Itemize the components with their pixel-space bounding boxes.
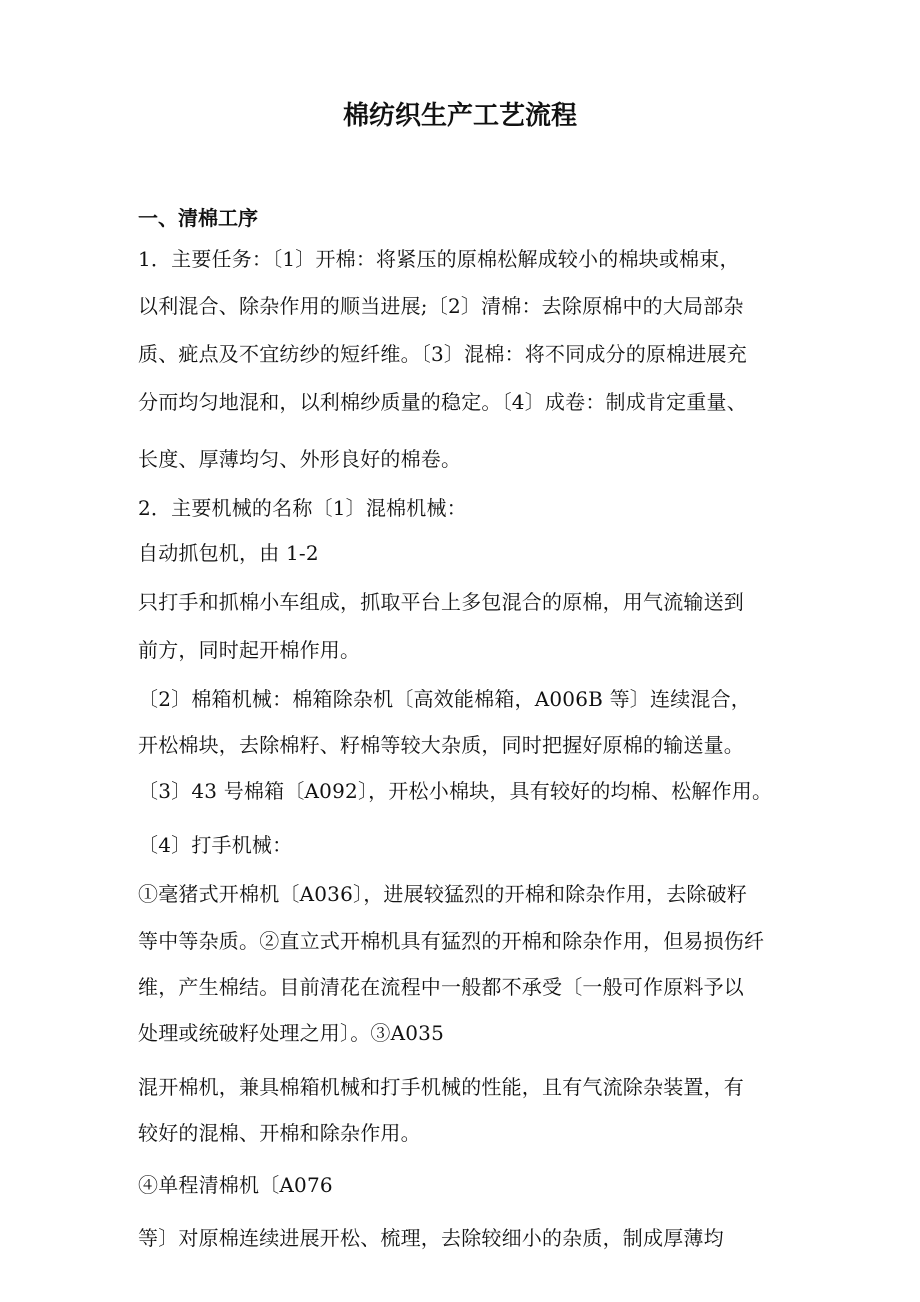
section-heading: 一、清棉工序	[138, 206, 258, 230]
paragraph-line: 较好的混棉、开棉和除杂作用。	[138, 1121, 421, 1145]
paragraph-line: 等〕对原棉连续进展开松、梳理，去除较细小的杂质，制成厚薄均	[138, 1226, 724, 1250]
paragraph-line: 〔3〕43 号棉箱〔A092〕，开松小棉块，具有较好的均棉、松解作用。	[138, 779, 773, 803]
paragraph-line: ④单程清棉机〔A076	[138, 1173, 333, 1197]
paragraph-line: 〔4〕打手机械：	[138, 833, 293, 857]
document-title: 棉纺织生产工艺流程	[342, 101, 577, 131]
paragraph-line: ①毫猪式开棉机〔A036〕，进展较猛烈的开棉和除杂作用，去除破籽	[138, 882, 748, 906]
paragraph-line: 以利混合、除杂作用的顺当进展;〔2〕清棉：去除原棉中的大局部杂	[138, 294, 744, 318]
paragraph-line: 自动抓包机，由 1-2	[138, 541, 319, 565]
paragraph-line: 2．主要机械的名称〔1〕混棉机械：	[138, 496, 467, 520]
paragraph-line: 长度、厚薄均匀、外形良好的棉卷。	[138, 447, 462, 471]
paragraph-line: 维，产生棉结。目前清花在流程中一般都不承受〔一般可作原料予以	[138, 975, 744, 999]
paragraph-line: 1．主要任务：〔1〕开棉：将紧压的原棉松解成较小的棉块或棉束，	[138, 247, 740, 271]
paragraph-line: 质、疵点及不宜纺纱的短纤维。〔3〕混棉：将不同成分的原棉进展充	[138, 342, 747, 366]
paragraph-line: 混开棉机，兼具棉箱机械和打手机械的性能，且有气流除杂装置，有	[138, 1075, 744, 1099]
paragraph-line: 分而均匀地混和，以利棉纱质量的稳定。〔4〕成卷：制成肯定重量、	[138, 390, 747, 414]
paragraph-line: 开松棉块，去除棉籽、籽棉等较大杂质，同时把握好原棉的输送量。	[138, 733, 744, 757]
paragraph-line: 〔2〕棉箱机械：棉箱除杂机〔高效能棉箱，A006B 等〕连续混合，	[138, 687, 751, 711]
paragraph-line: 只打手和抓棉小车组成，抓取平台上多包混合的原棉，用气流输送到	[138, 590, 744, 614]
paragraph-line: 前方，同时起开棉作用。	[138, 638, 361, 662]
paragraph-line: 处理或统破籽处理之用〕。③A035	[138, 1021, 445, 1045]
paragraph-line: 等中等杂质。②直立式开棉机具有猛烈的开棉和除杂作用，但易损伤纤	[138, 929, 765, 953]
